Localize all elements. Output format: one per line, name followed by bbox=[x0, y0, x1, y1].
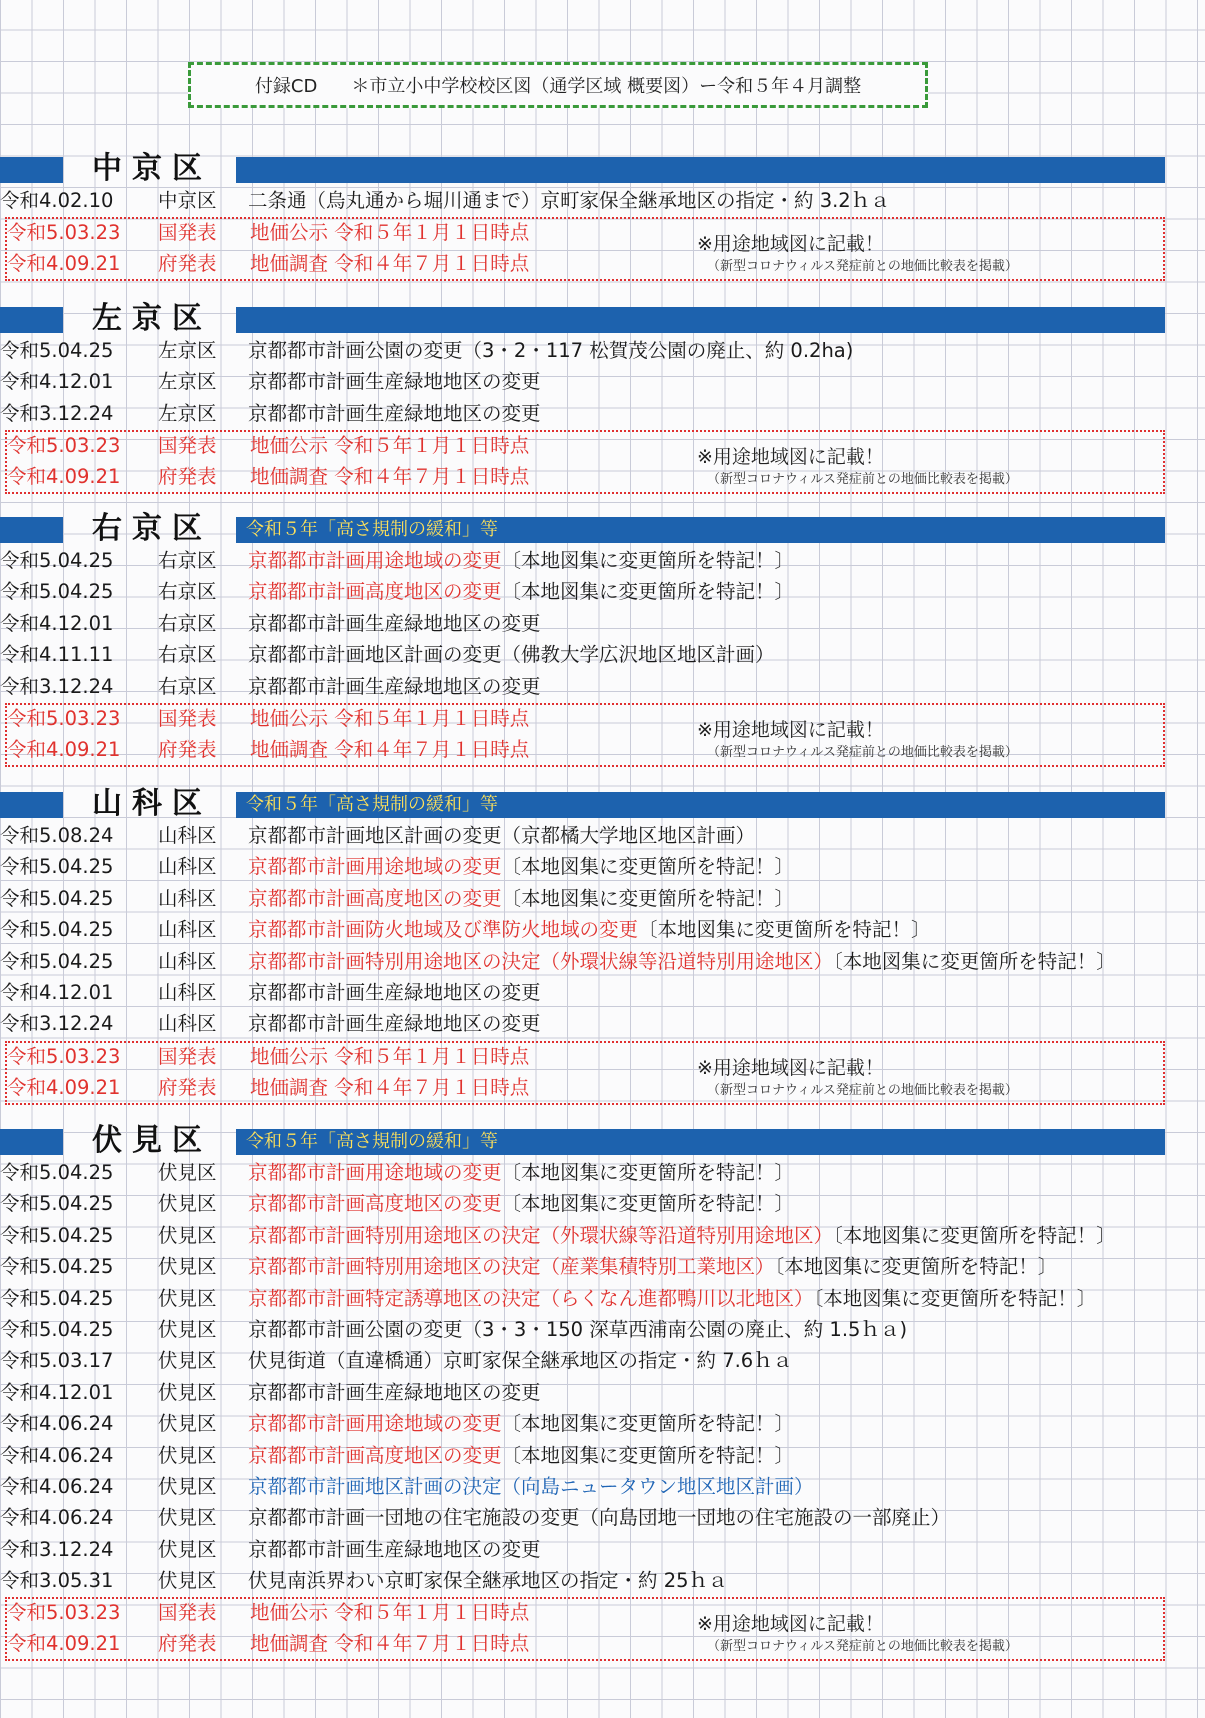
record-row bbox=[0, 1008, 1165, 1039]
record-text bbox=[248, 185, 890, 216]
ward-header-left-bar bbox=[0, 157, 63, 183]
record-ward: 伏見区 bbox=[158, 1286, 217, 1310]
ward-header-left-bar bbox=[0, 792, 63, 818]
ward-section bbox=[0, 301, 1165, 494]
land-price-memo: ※用途地域図に記載！ bbox=[697, 233, 884, 256]
land-price-date: 令和4.09.21 bbox=[7, 1075, 121, 1099]
record-row bbox=[0, 820, 1165, 851]
ward-header-right-bar bbox=[236, 1129, 1165, 1155]
record-ward: 山科区 bbox=[158, 824, 217, 847]
land-price-box bbox=[5, 1041, 1165, 1105]
ward-section bbox=[0, 1123, 1165, 1661]
record-date: 令和4.12.01 bbox=[0, 370, 114, 394]
record-note: 〔本地図集に変更箇所を特記！〕 bbox=[501, 1192, 795, 1216]
land-price-memo: ※用途地域図に記載！ bbox=[697, 1613, 884, 1636]
record-ward: 伏見区 bbox=[158, 1412, 217, 1436]
record-ward: 左京区 bbox=[158, 370, 217, 394]
record-row bbox=[0, 851, 1165, 882]
record-ward: 山科区 bbox=[158, 1012, 217, 1036]
record-date: 令和3.12.24 bbox=[0, 674, 114, 698]
record-title: 京都都市計画生産緑地地区の変更 bbox=[248, 980, 541, 1004]
record-row bbox=[0, 185, 1165, 216]
record-row bbox=[0, 1377, 1165, 1408]
record-text bbox=[248, 1283, 1096, 1314]
record-ward: 伏見区 bbox=[158, 1506, 217, 1530]
record-row bbox=[0, 1565, 1165, 1596]
record-row bbox=[0, 608, 1165, 639]
record-text bbox=[248, 820, 755, 851]
record-text bbox=[248, 608, 541, 639]
record-ward: 伏見区 bbox=[158, 1380, 217, 1404]
record-date: 令和5.04.25 bbox=[0, 580, 114, 604]
record-text bbox=[248, 883, 794, 914]
record-text bbox=[248, 1345, 792, 1376]
land-price-date: 令和5.03.23 bbox=[7, 434, 121, 458]
record-title: 京都都市計画一団地の住宅施設の変更（向島団地一団地の住宅施設の一部廃止） bbox=[248, 1506, 951, 1530]
record-text bbox=[248, 1534, 541, 1565]
record-note: 〔本地図集に変更箇所を特記！〕 bbox=[774, 1255, 1058, 1279]
land-price-memo-sub: （新型コロナウィルス発症前との地価比較表を掲載） bbox=[707, 259, 1018, 275]
record-note: 〔本地図集に変更箇所を特記！〕 bbox=[501, 886, 795, 910]
ward-header-note: 令和５年「高さ規制の緩和」等 bbox=[246, 519, 498, 540]
record-title: 京都都市計画特別用途地区の決定（外環状線等沿道特別用途地区） bbox=[248, 1223, 834, 1247]
ward-header-note: 令和５年「高さ規制の緩和」等 bbox=[246, 794, 498, 815]
record-date: 令和4.11.11 bbox=[0, 643, 114, 667]
ward-header bbox=[0, 511, 1165, 546]
record-text bbox=[248, 545, 794, 576]
record-ward: 右京区 bbox=[158, 580, 217, 604]
ward-header-right-bar bbox=[236, 792, 1165, 818]
ward-name: 左京区 bbox=[92, 301, 212, 336]
record-row bbox=[0, 671, 1165, 702]
land-price-memo-sub: （新型コロナウィルス発症前との地価比較表を掲載） bbox=[707, 744, 1018, 760]
record-ward: 右京区 bbox=[158, 549, 217, 572]
ward-section bbox=[0, 151, 1165, 281]
record-row bbox=[0, 1345, 1165, 1376]
land-price-text: 地価公示 令和５年１月１日時点 bbox=[250, 221, 530, 245]
land-price-text: 地価公示 令和５年１月１日時点 bbox=[250, 1601, 530, 1625]
ward-name: 山科区 bbox=[92, 786, 212, 821]
record-date: 令和3.12.24 bbox=[0, 1537, 114, 1561]
record-row bbox=[0, 335, 1165, 366]
land-price-box bbox=[5, 703, 1165, 767]
record-ward: 伏見区 bbox=[158, 1349, 217, 1373]
record-text bbox=[248, 851, 794, 882]
record-title: 京都都市計画高度地区の変更 bbox=[248, 1192, 502, 1216]
record-ward: 山科区 bbox=[158, 949, 217, 973]
record-text bbox=[248, 335, 853, 366]
record-row bbox=[0, 1157, 1165, 1188]
record-text bbox=[248, 366, 541, 397]
record-note: 〔本地図集に変更箇所を特記！〕 bbox=[833, 1223, 1116, 1247]
record-title: 京都都市計画公園の変更（3・2・117 松賀茂公園の廃止、約 0.2ha) bbox=[248, 339, 854, 362]
record-note: 〔本地図集に変更箇所を特記！〕 bbox=[501, 549, 795, 572]
record-date: 令和5.04.25 bbox=[0, 1286, 114, 1310]
record-note: 〔本地図集に変更箇所を特記！〕 bbox=[501, 1412, 795, 1436]
record-row bbox=[0, 1251, 1165, 1282]
ward-header-right-bar bbox=[236, 307, 1165, 333]
ward-header-note: 令和５年「高さ規制の緩和」等 bbox=[246, 1131, 498, 1152]
record-title: 京都都市計画特定誘導地区の決定（らくなん進都鴨川以北地区） bbox=[248, 1286, 814, 1310]
record-date: 令和5.04.25 bbox=[0, 1192, 114, 1216]
record-row bbox=[0, 1188, 1165, 1219]
record-date: 令和5.04.25 bbox=[0, 1161, 114, 1184]
ward-header-right-bar bbox=[236, 517, 1165, 543]
record-date: 令和5.04.25 bbox=[0, 549, 114, 572]
ward-header-left-bar bbox=[0, 517, 63, 543]
record-row bbox=[0, 977, 1165, 1008]
land-price-issuer: 府発表 bbox=[158, 1632, 217, 1656]
record-title: 二条通（烏丸通から堀川通まで）京町家保全継承地区の指定・約 3.2ｈａ bbox=[248, 189, 890, 212]
record-row bbox=[0, 1220, 1165, 1251]
record-title: 京都都市計画生産緑地地区の変更 bbox=[248, 674, 541, 698]
record-date: 令和4.06.24 bbox=[0, 1474, 114, 1498]
record-date: 令和4.06.24 bbox=[0, 1506, 114, 1530]
land-price-text: 地価公示 令和５年１月１日時点 bbox=[250, 1044, 530, 1068]
record-title: 京都都市計画防火地域及び準防火地域の変更 bbox=[248, 918, 639, 942]
land-price-date: 令和4.09.21 bbox=[7, 252, 121, 276]
record-ward: 伏見区 bbox=[158, 1192, 217, 1216]
ward-header bbox=[0, 1123, 1165, 1158]
record-date: 令和4.12.01 bbox=[0, 1380, 114, 1404]
record-row bbox=[0, 545, 1165, 576]
record-row bbox=[0, 1534, 1165, 1565]
record-title: 京都都市計画高度地区の変更 bbox=[248, 1443, 502, 1467]
land-price-text: 地価調査 令和４年７月１日時点 bbox=[250, 1632, 530, 1656]
record-text bbox=[248, 1220, 1116, 1251]
record-ward: 伏見区 bbox=[158, 1537, 217, 1561]
record-row bbox=[0, 576, 1165, 607]
ward-name: 中京区 bbox=[92, 151, 212, 186]
record-title: 伏見南浜界わい京町家保全継承地区の指定・約 25ｈａ bbox=[248, 1569, 728, 1593]
ward-header bbox=[0, 151, 1165, 186]
ward-header-left-bar bbox=[0, 1129, 63, 1155]
record-ward: 右京区 bbox=[158, 611, 217, 635]
record-title: 京都都市計画生産緑地地区の変更 bbox=[248, 1537, 541, 1561]
record-text bbox=[248, 1157, 794, 1188]
record-date: 令和5.03.17 bbox=[0, 1349, 114, 1373]
record-row bbox=[0, 1283, 1165, 1314]
land-price-date: 令和4.09.21 bbox=[7, 737, 121, 761]
record-row bbox=[0, 1408, 1165, 1439]
record-date: 令和3.05.31 bbox=[0, 1569, 114, 1593]
record-date: 令和4.06.24 bbox=[0, 1412, 114, 1436]
record-date: 令和4.06.24 bbox=[0, 1443, 114, 1467]
ward-name: 伏見区 bbox=[92, 1123, 212, 1158]
land-price-memo: ※用途地域図に記載！ bbox=[697, 718, 884, 741]
record-title: 京都都市計画高度地区の変更 bbox=[248, 886, 502, 910]
record-note: 〔本地図集に変更箇所を特記！〕 bbox=[833, 949, 1116, 973]
record-ward: 中京区 bbox=[158, 189, 217, 212]
land-price-issuer: 国発表 bbox=[158, 1044, 217, 1068]
land-price-text: 地価公示 令和５年１月１日時点 bbox=[250, 706, 530, 730]
land-price-date: 令和4.09.21 bbox=[7, 465, 121, 489]
record-title: 京都都市計画生産緑地地区の変更 bbox=[248, 1380, 541, 1404]
record-title: 京都都市計画用途地域の変更 bbox=[248, 549, 502, 572]
ward-header-left-bar bbox=[0, 307, 63, 333]
record-note: 〔本地図集に変更箇所を特記！〕 bbox=[501, 580, 795, 604]
record-title: 京都都市計画用途地域の変更 bbox=[248, 1412, 502, 1436]
record-title: 京都都市計画生産緑地地区の変更 bbox=[248, 611, 541, 635]
record-text bbox=[248, 1502, 950, 1533]
land-price-issuer: 国発表 bbox=[158, 706, 217, 730]
land-price-issuer: 国発表 bbox=[158, 221, 217, 245]
record-date: 令和4.12.01 bbox=[0, 980, 114, 1004]
record-title: 京都都市計画公園の変更（3・3・150 深草西浦南公園の廃止、約 1.5ｈａ) bbox=[248, 1317, 908, 1341]
record-ward: 右京区 bbox=[158, 674, 217, 698]
record-text bbox=[248, 639, 775, 670]
land-price-memo: ※用途地域図に記載！ bbox=[697, 1056, 884, 1079]
record-row bbox=[0, 946, 1165, 977]
record-row bbox=[0, 1502, 1165, 1533]
record-note: 〔本地図集に変更箇所を特記！〕 bbox=[501, 1161, 795, 1184]
record-text bbox=[248, 1188, 794, 1219]
land-price-issuer: 国発表 bbox=[158, 1601, 217, 1625]
appendix-title: ＊市立小中学校校区図（通学区域 概要図）ー令和５年４月調整 bbox=[351, 76, 862, 97]
record-date: 令和5.04.25 bbox=[0, 1223, 114, 1247]
record-title: 京都都市計画生産緑地地区の変更 bbox=[248, 1012, 541, 1036]
record-text bbox=[248, 914, 931, 945]
land-price-box bbox=[5, 217, 1165, 281]
ward-section bbox=[0, 511, 1165, 767]
record-note: 〔本地図集に変更箇所を特記！〕 bbox=[813, 1286, 1097, 1310]
record-ward: 山科区 bbox=[158, 980, 217, 1004]
record-row bbox=[0, 1440, 1165, 1471]
record-date: 令和5.04.25 bbox=[0, 1317, 114, 1341]
record-date: 令和5.04.25 bbox=[0, 339, 114, 362]
land-price-box bbox=[5, 1597, 1165, 1661]
record-text bbox=[248, 1251, 1057, 1282]
record-ward: 左京区 bbox=[158, 339, 217, 362]
record-date: 令和5.04.25 bbox=[0, 918, 114, 942]
record-date: 令和5.04.25 bbox=[0, 886, 114, 910]
ward-section bbox=[0, 786, 1165, 1105]
land-price-date: 令和5.03.23 bbox=[7, 1044, 121, 1068]
ward-header bbox=[0, 786, 1165, 821]
record-row bbox=[0, 1471, 1165, 1502]
record-ward: 伏見区 bbox=[158, 1255, 217, 1279]
land-price-text: 地価調査 令和４年７月１日時点 bbox=[250, 465, 530, 489]
record-text bbox=[248, 1008, 541, 1039]
record-title: 京都都市計画生産緑地地区の変更 bbox=[248, 370, 541, 394]
appendix-banner bbox=[188, 62, 928, 108]
record-date: 令和5.04.25 bbox=[0, 949, 114, 973]
record-text bbox=[248, 1440, 794, 1471]
land-price-memo-sub: （新型コロナウィルス発症前との地価比較表を掲載） bbox=[707, 1082, 1018, 1098]
record-date: 令和5.04.25 bbox=[0, 855, 114, 879]
record-date: 令和4.12.01 bbox=[0, 611, 114, 635]
record-row bbox=[0, 1314, 1165, 1345]
record-title: 京都都市計画地区計画の決定（向島ニュータウン地区地区計画） bbox=[248, 1474, 814, 1498]
record-ward: 伏見区 bbox=[158, 1569, 217, 1593]
record-title: 伏見街道（直違橋通）京町家保全継承地区の指定・約 7.6ｈａ bbox=[248, 1349, 793, 1373]
record-title: 京都都市計画用途地域の変更 bbox=[248, 1161, 502, 1184]
ward-header bbox=[0, 301, 1165, 336]
record-note: 〔本地図集に変更箇所を特記！〕 bbox=[638, 918, 931, 942]
land-price-date: 令和5.03.23 bbox=[7, 706, 121, 730]
land-price-memo: ※用途地域図に記載！ bbox=[697, 446, 884, 469]
record-date: 令和5.08.24 bbox=[0, 824, 114, 847]
record-text bbox=[248, 1565, 728, 1596]
land-price-text: 地価調査 令和４年７月１日時点 bbox=[250, 252, 530, 276]
land-price-issuer: 府発表 bbox=[158, 465, 217, 489]
record-title: 京都都市計画用途地域の変更 bbox=[248, 855, 502, 879]
record-text bbox=[248, 977, 541, 1008]
record-text bbox=[248, 1471, 814, 1502]
land-price-memo-sub: （新型コロナウィルス発症前との地価比較表を掲載） bbox=[707, 1639, 1018, 1655]
record-ward: 伏見区 bbox=[158, 1474, 217, 1498]
record-text bbox=[248, 671, 541, 702]
record-ward: 山科区 bbox=[158, 886, 217, 910]
record-text bbox=[248, 946, 1116, 977]
record-row bbox=[0, 639, 1165, 670]
land-price-memo-sub: （新型コロナウィルス発症前との地価比較表を掲載） bbox=[707, 472, 1018, 488]
record-ward: 伏見区 bbox=[158, 1317, 217, 1341]
land-price-text: 地価調査 令和４年７月１日時点 bbox=[250, 737, 530, 761]
record-title: 京都都市計画生産緑地地区の変更 bbox=[248, 401, 541, 425]
record-text bbox=[248, 1408, 794, 1439]
record-ward: 伏見区 bbox=[158, 1443, 217, 1467]
record-ward: 左京区 bbox=[158, 401, 217, 425]
record-text bbox=[248, 576, 794, 607]
land-price-date: 令和5.03.23 bbox=[7, 221, 121, 245]
record-text bbox=[248, 1377, 541, 1408]
record-title: 京都都市計画特別用途地区の決定（外環状線等沿道特別用途地区） bbox=[248, 949, 834, 973]
record-row bbox=[0, 883, 1165, 914]
record-row bbox=[0, 398, 1165, 429]
land-price-date: 令和4.09.21 bbox=[7, 1632, 121, 1656]
record-date: 令和3.12.24 bbox=[0, 1012, 114, 1036]
land-price-issuer: 国発表 bbox=[158, 434, 217, 458]
record-row bbox=[0, 366, 1165, 397]
record-date: 令和5.04.25 bbox=[0, 1255, 114, 1279]
land-price-text: 地価調査 令和４年７月１日時点 bbox=[250, 1075, 530, 1099]
record-text bbox=[248, 1314, 907, 1345]
land-price-issuer: 府発表 bbox=[158, 252, 217, 276]
record-title: 京都都市計画地区計画の変更（佛教大学広沢地区地区計画） bbox=[248, 643, 775, 667]
land-price-text: 地価公示 令和５年１月１日時点 bbox=[250, 434, 530, 458]
land-price-date: 令和5.03.23 bbox=[7, 1601, 121, 1625]
ward-name: 右京区 bbox=[92, 511, 212, 546]
record-title: 京都都市計画地区計画の変更（京都橘大学地区地区計画） bbox=[248, 824, 756, 847]
ward-header-right-bar bbox=[236, 157, 1165, 183]
record-title: 京都都市計画高度地区の変更 bbox=[248, 580, 502, 604]
record-title: 京都都市計画特別用途地区の決定（産業集積特別工業地区） bbox=[248, 1255, 775, 1279]
record-text bbox=[248, 398, 541, 429]
record-date: 令和3.12.24 bbox=[0, 401, 114, 425]
land-price-box bbox=[5, 430, 1165, 494]
record-ward: 山科区 bbox=[158, 855, 217, 879]
record-ward: 山科区 bbox=[158, 918, 217, 942]
land-price-issuer: 府発表 bbox=[158, 737, 217, 761]
record-note: 〔本地図集に変更箇所を特記！〕 bbox=[501, 855, 795, 879]
record-ward: 右京区 bbox=[158, 643, 217, 667]
record-date: 令和4.02.10 bbox=[0, 189, 114, 212]
record-note: 〔本地図集に変更箇所を特記！〕 bbox=[501, 1443, 795, 1467]
land-price-issuer: 府発表 bbox=[158, 1075, 217, 1099]
appendix-label: 付録CD bbox=[254, 76, 318, 97]
record-ward: 伏見区 bbox=[158, 1223, 217, 1247]
record-row bbox=[0, 914, 1165, 945]
record-ward: 伏見区 bbox=[158, 1161, 217, 1184]
